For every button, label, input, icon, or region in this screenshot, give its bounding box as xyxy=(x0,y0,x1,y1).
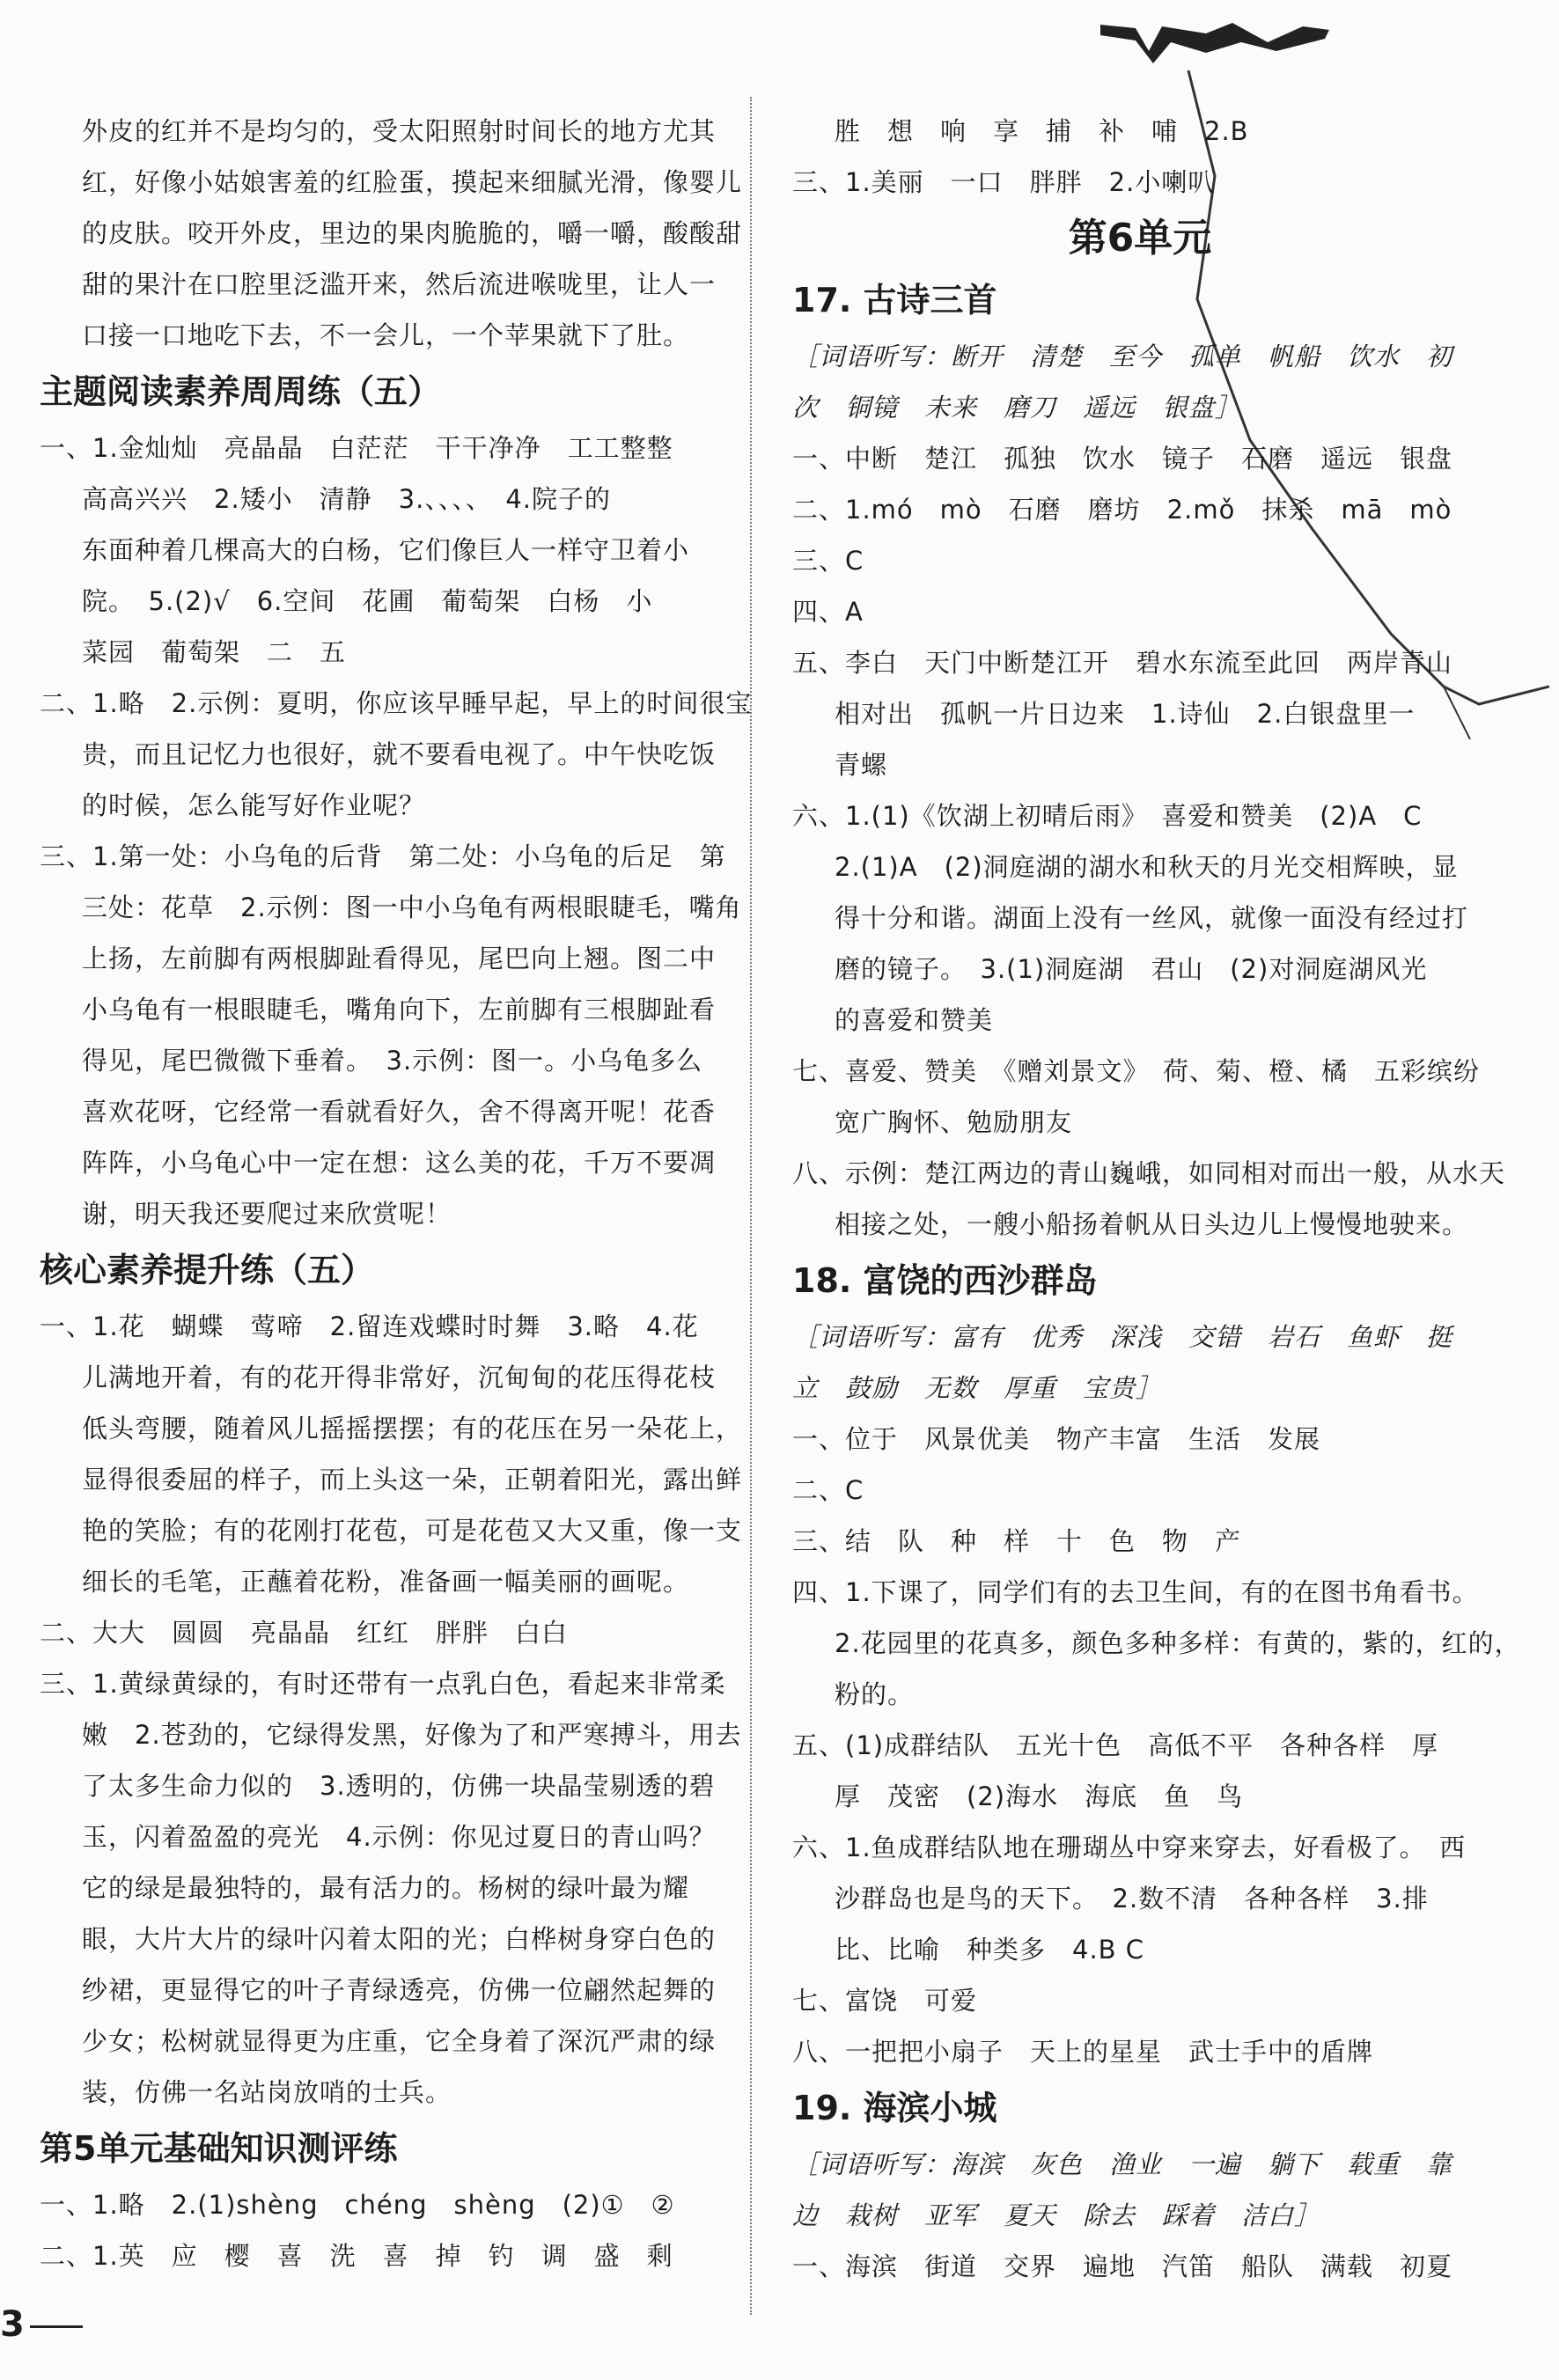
answer-line: 胜 想 响 享 捕 补 哺 2.B xyxy=(835,116,1249,146)
answer-line: 相对出 孤帆一片日边来 1.诗仙 2.白银盘里一 xyxy=(835,699,1416,729)
answer-line: 厚 茂密 (2)海水 海底 鱼 鸟 xyxy=(835,1781,1244,1811)
answer-line: 眼，大片大片的绿叶闪着太阳的光；白桦树身穿白色的 xyxy=(82,1924,717,1954)
answer-line: 口接一口地吃下去，不一会儿，一个苹果就下了肚。 xyxy=(82,320,690,350)
answer-line: 二、C xyxy=(792,1475,864,1505)
dictation-line: ［词语听写：断开 清楚 至今 孤单 帆船 饮水 初 xyxy=(792,342,1453,371)
page-number-text: 3 xyxy=(0,2304,25,2345)
answer-line: 甜的果汁在口腔里泛滥开来，然后流进喉咙里，让人一 xyxy=(82,269,717,299)
section-heading: 核心素养提升练（五） xyxy=(40,1251,375,1289)
answer-line: 三、1.美丽 一口 胖胖 2.小喇叭 xyxy=(792,167,1215,197)
answer-line: 五、李白 天门中断楚江开 碧水东流至此回 两岸青山 xyxy=(792,648,1453,678)
answer-line: 六、1.(1)《饮湖上初晴后雨》 喜爱和赞美 (2)A C xyxy=(792,801,1423,831)
answer-line: 三、1.第一处：小乌龟的后背 第二处：小乌龟的后足 第 xyxy=(40,841,726,871)
answer-line: 一、位于 风景优美 物产丰富 生活 发展 xyxy=(792,1424,1321,1454)
answer-line: 五、(1)成群结队 五光十色 高低不平 各种各样 厚 xyxy=(792,1730,1439,1760)
answer-line: 上扬，左前脚有两根脚趾看得见，尾巴向上翘。图二中 xyxy=(82,944,717,973)
answer-line: 青螺 xyxy=(835,750,888,780)
answer-line: 得见，尾巴微微下垂着。 3.示例：图一。小乌龟多么 xyxy=(82,1046,703,1076)
column-divider xyxy=(750,97,752,2315)
answer-line: 四、A xyxy=(792,597,864,627)
answer-line: 儿满地开着，有的花开得非常好，沉甸甸的花压得花枝 xyxy=(82,1363,717,1392)
answer-line: 三、C xyxy=(792,546,864,576)
answer-line: 七、富饶 可爱 xyxy=(792,1986,978,2016)
dictation-line: 立 鼓励 无数 厚重 宝贵］ xyxy=(792,1373,1163,1403)
answer-line: 嫩 2.苍劲的，它绿得发黑，好像为了和严寒搏斗，用去 xyxy=(82,1720,742,1750)
dictation-line: ［词语听写：富有 优秀 深浅 交错 岩石 鱼虾 挺 xyxy=(792,1322,1453,1352)
answer-line: 院。 5.(2)√ 6.空间 花圃 葡萄架 白杨 小 xyxy=(82,586,653,616)
answer-line: 磨的镜子。 3.(1)洞庭湖 君山 (2)对洞庭湖风光 xyxy=(835,954,1428,984)
answer-line: 二、1.mó mò 石磨 磨坊 2.mǒ 抹杀 mā mò xyxy=(792,495,1452,525)
page-number xyxy=(0,2304,83,2345)
answer-line: 高高兴兴 2.矮小 清静 3.、、、、 4.院子的 xyxy=(82,484,612,514)
answer-line: 的喜爱和赞美 xyxy=(835,1005,994,1035)
answer-line: 低头弯腰，随着风儿摇摇摆摆；有的花压在另一朵花上， xyxy=(82,1414,743,1443)
answer-line: 玉，闪着盈盈的亮光 4.示例：你见过夏日的青山吗？ xyxy=(82,1822,716,1852)
answer-line: 2.(1)A (2)洞庭湖的湖水和秋天的月光交相辉映，显 xyxy=(835,852,1459,882)
left-column xyxy=(40,106,753,2281)
answer-line: 菜园 葡萄架 二 五 xyxy=(82,637,347,667)
answer-line: 的时候，怎么能写好作业呢？ xyxy=(82,790,426,820)
unit-title: 第6单元 xyxy=(1068,216,1212,261)
answer-line: 艳的笑脸；有的花刚打花苞，可是花苞又大又重，像一支 xyxy=(82,1516,743,1546)
answer-line: 三处：花草 2.示例：图一中小乌龟有两根眼睫毛，嘴角 xyxy=(82,892,742,922)
answer-line: 的皮肤。咬开外皮，里边的果肉脆脆的，嚼一嚼，酸酸甜 xyxy=(82,218,743,248)
answer-line: 小乌龟有一根眼睫毛，嘴角向下，左前脚有三根脚趾看 xyxy=(82,995,717,1025)
answer-line: 七、喜爱、赞美 《赠刘景文》 荷、菊、橙、橘 五彩缤纷 xyxy=(792,1056,1481,1086)
right-column xyxy=(792,106,1521,2292)
answer-line: 显得很委屈的样子，而上头这一朵，正朝着阳光，露出鲜 xyxy=(82,1465,743,1495)
answer-line: 二、大大 圆圆 亮晶晶 红红 胖胖 白白 xyxy=(40,1618,569,1648)
answer-line: 一、海滨 街道 交界 遍地 汽笛 船队 满载 初夏 xyxy=(792,2251,1453,2281)
answer-line: 它的绿是最独特的，最有活力的。杨树的绿叶最为耀 xyxy=(82,1873,690,1903)
answer-line: 一、1.花 蝴蝶 莺啼 2.留连戏蝶时时舞 3.略 4.花 xyxy=(40,1311,699,1341)
answer-line: 阵阵，小乌龟心中一定在想：这么美的花，千万不要凋 xyxy=(82,1148,717,1178)
answer-line: 二、1.英 应 樱 喜 洗 喜 掉 钓 调 盛 剩 xyxy=(40,2241,673,2271)
answer-line: 八、示例：楚江两边的青山巍峨，如同相对而出一般，从水天 xyxy=(792,1158,1506,1188)
dictation-line: ［词语听写：海滨 灰色 渔业 一遍 躺下 载重 靠 xyxy=(792,2149,1453,2179)
answer-line: 一、中断 楚江 孤独 饮水 镜子 石磨 遥远 银盘 xyxy=(792,444,1453,474)
answer-line: 外皮的红并不是均匀的，受太阳照射时间长的地方尤其 xyxy=(82,116,717,146)
answer-line: 比、比喻 种类多 4.B C xyxy=(835,1935,1145,1965)
answer-line: 贵，而且记忆力也很好，就不要看电视了。中午快吃饭 xyxy=(82,739,717,769)
answer-line: 相接之处，一艘小船扬着帆从日头边儿上慢慢地驶来。 xyxy=(835,1209,1469,1239)
answer-line: 纱裙，更显得它的叶子青绿透亮，仿佛一位翩然起舞的 xyxy=(82,1975,717,2005)
section-heading: 17. 古诗三首 xyxy=(792,281,997,320)
torn-paper-mark xyxy=(1100,16,1329,69)
answer-line: 装，仿佛一名站岗放哨的士兵。 xyxy=(82,2077,452,2107)
answer-line: 喜欢花呀，它经常一看就看好久，舍不得离开呢！花香 xyxy=(82,1097,717,1127)
answer-line: 三、1.黄绿黄绿的，有时还带有一点乳白色，看起来非常柔 xyxy=(40,1669,726,1699)
answer-line: 八、一把把小扇子 天上的星星 武士手中的盾牌 xyxy=(792,2037,1374,2067)
answer-line: 一、1.金灿灿 亮晶晶 白茫茫 干干净净 工工整整 xyxy=(40,433,673,463)
answer-line: 六、1.鱼成群结队地在珊瑚丛中穿来穿去，好看极了。 西 xyxy=(792,1833,1467,1862)
answer-line: 得十分和谐。湖面上没有一丝风，就像一面没有经过打 xyxy=(835,903,1469,933)
answer-line: 了太多生命力似的 3.透明的，仿佛一块晶莹剔透的碧 xyxy=(82,1771,716,1801)
section-heading: 19. 海滨小城 xyxy=(792,2089,997,2127)
answer-line: 谢，明天我还要爬过来欣赏呢！ xyxy=(82,1199,452,1229)
answer-line: 细长的毛笔，正蘸着花粉，准备画一幅美丽的画呢。 xyxy=(82,1567,690,1597)
answer-line: 2.花园里的花真多，颜色多种多样：有黄的，紫的，红的， xyxy=(835,1628,1521,1658)
dictation-line: 边 栽树 亚军 夏天 除去 踩着 洁白］ xyxy=(792,2200,1321,2230)
section-heading: 第5单元基础知识测评练 xyxy=(40,2129,398,2168)
answer-line: 少女；松树就显得更为庄重，它全身着了深沉严肃的绿 xyxy=(82,2026,717,2056)
answer-line: 四、1.下课了，同学们有的去卫生间，有的在图书角看书。 xyxy=(792,1577,1479,1607)
answer-line: 粉的。 xyxy=(835,1679,915,1709)
answer-line: 宽广胸怀、勉励朋友 xyxy=(835,1107,1073,1137)
answer-line: 三、结 队 种 样 十 色 物 产 xyxy=(792,1526,1242,1556)
answer-line: 东面种着几棵高大的白杨，它们像巨人一样守卫着小 xyxy=(82,535,690,565)
dictation-line: 次 铜镜 未来 磨刀 遥远 银盘］ xyxy=(792,393,1242,422)
section-heading: 主题阅读素养周周练（五） xyxy=(40,372,442,411)
page-number-dash xyxy=(30,2325,83,2328)
answer-line: 红，好像小姑娘害羞的红脸蛋，摸起来细腻光滑，像婴儿 xyxy=(82,167,743,197)
answer-line: 二、1.略 2.示例：夏明，你应该早睡早起，早上的时间很宝 xyxy=(40,688,753,718)
section-heading: 18. 富饶的西沙群岛 xyxy=(792,1261,1098,1300)
answer-line: 一、1.略 2.(1)shèng chéng shèng (2)① ② xyxy=(40,2190,675,2220)
answer-line: 沙群岛也是鸟的天下。 2.数不清 各种各样 3.排 xyxy=(835,1884,1429,1914)
